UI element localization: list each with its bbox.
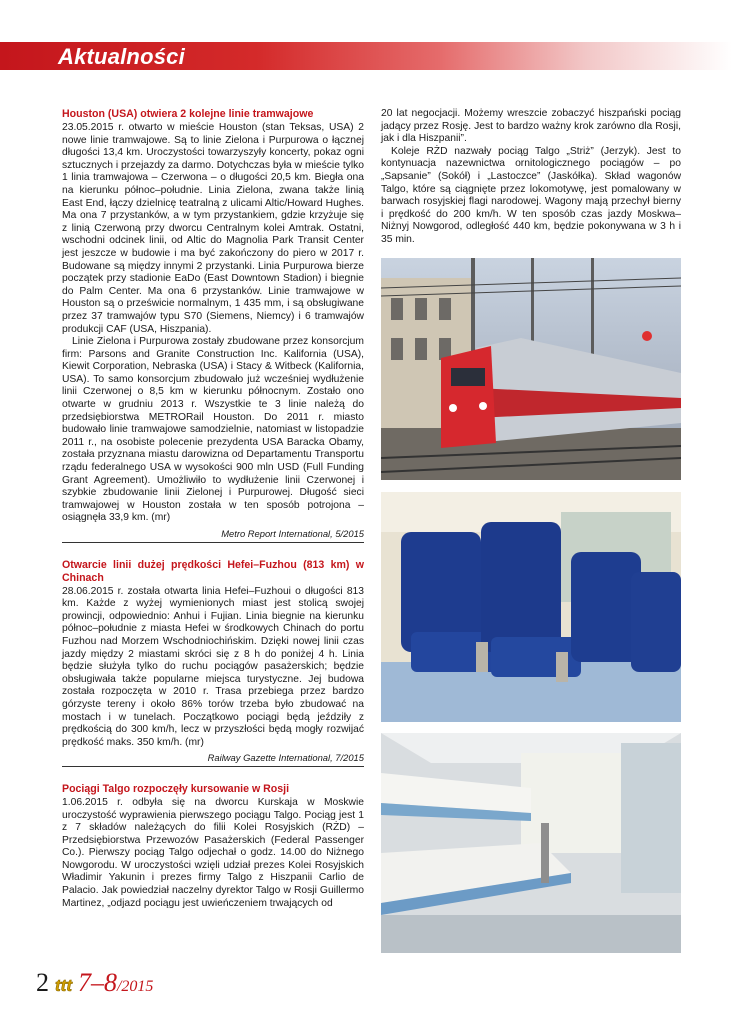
- section-title: Aktualności: [58, 44, 185, 69]
- article-paragraph: Koleje RŻD nazwały pociąg Talgo „Striż” (Jerzyk). Jest to kontynuacja nazewnictwa ornitologicznego pociągów – po „Sapsanie” (Sokół) i „Lastoczce” (Jaskółka). Skład wagonów Talgo, które są ciągnięte przez lokomotywę, jest pomalowany w barwach rosyjskiej flagi narodowej. Wagony mają przechył bierny i prędkość do 200 km/h. W ten sposób czas jazdy Moskwa–Niżnyj Nowgorod, odległość 440 km, będzie pokonywana w 3 h i 35 min.: [381, 145, 681, 245]
- right-column: [381, 108, 681, 247]
- article-source: Railway Gazette International, 7/2015: [62, 752, 364, 767]
- article-paragraph: 1.06.2015 r. odbyła się na dworcu Kurskaja w Moskwie uroczystość wyprawienia pierwszego pociągu Talgo. Pociąg jest 1 z 7 składów należących do filii Kolei Rosyjskich (RŻD) – Przedsiębiorstwa Przewozów Pasażerskich (Federal Passenger Co.). Pierwszy pociąg Talgo odjechał o godz. 14.00 do Niżnego Nowgorodu. W uroczystości wzięli udział prezes Kolei Rosyjskich Władimir Yakunin i prezes firmy Talgo z Hiszpanii Carlio de Palacio. Jak powiedział naczelny dyrektor Talgo w Rosji Guillermo Martinez, „odjazd pociągu jest uwieńczeniem trwających od: [62, 796, 364, 909]
- article-paragraph: Linie Zielona i Purpurowa zostały zbudowane przez konsorcjum firm: Parsons and Granite Construction Inc. Kalifornia (USA), Kiewit Corporation, Nebraska (USA) i Stacy & Witbeck (Kalifornia, USA). To samo konsorcjum zbudowało już wcześniej wydłużenie linii Czerwonej o 8,5 km w kierunku północnym. Zostało ono otwarte w grudniu 2013 r. Wszystkie te 3 linie należą do przedsiębiorstwa METRORail Houston. Do 2011 r. miasto budowało linie tramwajowe samodzielnie, natomiast w listopadzie 2011 r., na osobiste polecenie prezydenta USA Baracka Obamy, została przyznana miastu darowizna od Departamentu Transportu rządu federalnego USA w wysokości 900 mln USD (Full Funding Grant Agreement). Umożliwiło to wydłużenie linii Czerwonej i szybkie zbudowanie linii Zielonej i Purpurowej. Długość sieci tramwajowej w Houston została w ten sposób potrojona – osiągnęła 33,9 km. (mr): [62, 336, 364, 524]
- article-title-hefei: Otwarcie linii dużej prędkości Hefei–Fuzhou (813 km) w Chinach: [62, 558, 364, 584]
- article-source: Metro Report International, 5/2015: [62, 528, 364, 543]
- magazine-logo: ttt: [55, 976, 72, 995]
- article-paragraph: 28.06.2015 r. została otwarta linia Hefei–Fuzhoui o długości 813 km. Każde z wyżej wymienionych miast jest stolicą swojej prowincji, odpowiednio: Anhui i Fujian. Linia biegnie na kierunku północ–południe z miasta Hefei w środkowych Chinach do portu Fuzhou nad Morzem Wschodniochińskim. Dzięki nowej linii czas jazdy między 2 miastami skróci się z 8 h do poniżej 4 h. Linia będzie służyła tylko do ruchu pociągów pasażerskich; będzie obsługiwała także popularne miejsca turystyczne. Jej budowa została rozpoczęta w 2010 r. Trasa przebiega przez bardzo górzyste tereny i około 86% torów trzeba było zbudować na mostach i w tunelach. Początkowo pociągi będą jeździły z prędkością do 300 km/h, lecz w przyszłości będą mogły rozwijać prędkość maks. 350 km/h. (mr): [62, 585, 364, 748]
- issue-year: /2015: [116, 978, 154, 995]
- talgo-seats-photo: [381, 492, 681, 722]
- page-number: 2: [36, 968, 49, 997]
- page-footer: [36, 968, 153, 998]
- talgo-sleeper-photo: [381, 733, 681, 953]
- issue-number: 7–8: [77, 968, 117, 997]
- article-paragraph: 20 lat negocjacji. Możemy wreszcie zobaczyć hiszpański pociąg jadący przez Rosję. Jest to bardzo ważny krok zarówno dla Rosji, jak i dla Hiszpanii”.: [381, 108, 681, 145]
- left-column: [62, 108, 364, 910]
- article-title-talgo: Pociągi Talgo rozpoczęły kursowanie w Rosji: [62, 782, 290, 795]
- article-title-houston: Houston (USA) otwiera 2 kolejne linie tramwajowe: [62, 108, 314, 120]
- talgo-train-photo: [381, 258, 681, 480]
- article-paragraph: 23.05.2015 r. otwarto w mieście Houston (stan Teksas, USA) 2 nowe linie tramwajowe. Są to linie Zielona i Purpurowa o łącznej długości 13,4 km. Uroczystości towarzyszyły koncerty, pokaz ogni sztucznych i przejazdy za darmo. Dotychczas była w mieście tylko 1 linia tramwajowa – Czerwona – o długości 20,5 km. Biegła ona na kierunku północ–południe. Linia Zielona, zwana także linią East End, łączy dzielnicę teatralną z ulicami Altic/Howard Hughes. Ma ona 7 przystanków, a w tym przystankiem, gdzie krzyżuje się z linią Czerwoną przy dworcu Centralnym kolei Amtrak. Ostatni, wschodni odcinek linii, od Altic do Magnolia Park Transit Center jest jeszcze w budowie i ma być zakończony do piero w 2017 r. Budowane są między innymi 2 przystanki. Linia Purpurowa bierze początek przy stadionie EaDo (East Downtown Stadion) i biegnie do Palm Center. Ma ona 6 przystanków. Linie tramwajowe w Houston są o prześwicie normalnym, 1 435 mm, i są obsługiwane przez 37 tramwajów typu S70 (Siemens, Niemcy) i 6 tramwajów produkcji CAF (USA, Hiszpania).: [62, 122, 364, 335]
